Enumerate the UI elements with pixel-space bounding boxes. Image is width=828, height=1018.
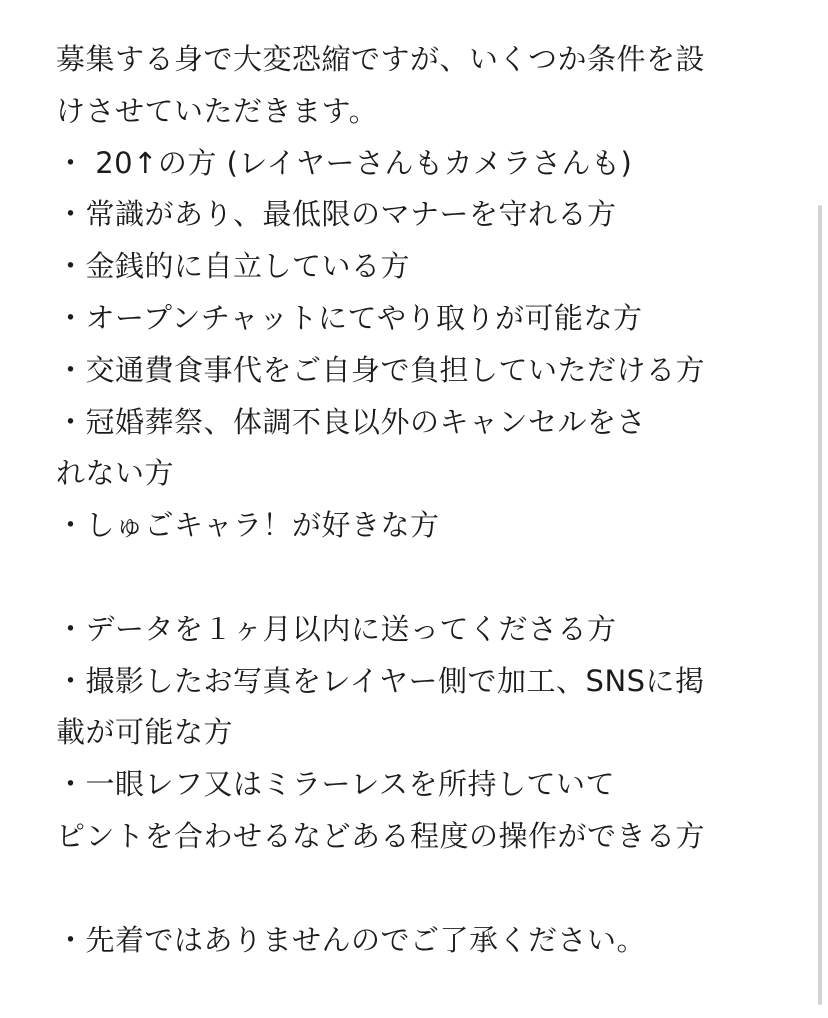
closing-note: ・先着ではありませんのでご了承ください。 xyxy=(56,922,647,957)
condition-item: ・一眼レフ又はミラーレスを所持していて xyxy=(56,767,616,802)
scrollbar[interactable] xyxy=(818,205,822,1005)
condition-item-continuation: 載が可能な方 xyxy=(56,715,234,750)
condition-item-continuation: れない方 xyxy=(56,456,175,491)
condition-item-continuation: ピントを合わせるなどある程度の操作ができる方 xyxy=(56,818,706,853)
condition-item: ・データを１ヶ月以内に送ってくださる方 xyxy=(56,611,617,646)
condition-item: ・金銭的に自立している方 xyxy=(56,249,411,284)
condition-item: ・オープンチャットにてやり取りが可能な方 xyxy=(56,300,643,335)
condition-item: ・しゅごキャラ！が好きな方 xyxy=(56,508,440,543)
condition-item: ・ 20↑の方 (レイヤーさんもカメラさんも) xyxy=(56,145,633,180)
text-line: 募集する身で大変恐縮ですが、いくつか条件を設 xyxy=(56,42,706,76)
condition-item: ・常識があり、最低限のマナーを守れる方 xyxy=(56,197,617,232)
condition-item: ・交通費食事代をご自身で負担していただける方 xyxy=(56,352,706,387)
condition-item: ・撮影したお写真をレイヤー側で加工、SNSに掲 xyxy=(56,663,705,698)
message-text xyxy=(56,34,796,966)
text-line: けさせていただきます。 xyxy=(56,93,379,128)
blank-line xyxy=(56,552,796,604)
condition-item: ・冠婚葬祭、体調不良以外のキャンセルをさ xyxy=(56,404,647,439)
blank-line xyxy=(56,863,796,915)
